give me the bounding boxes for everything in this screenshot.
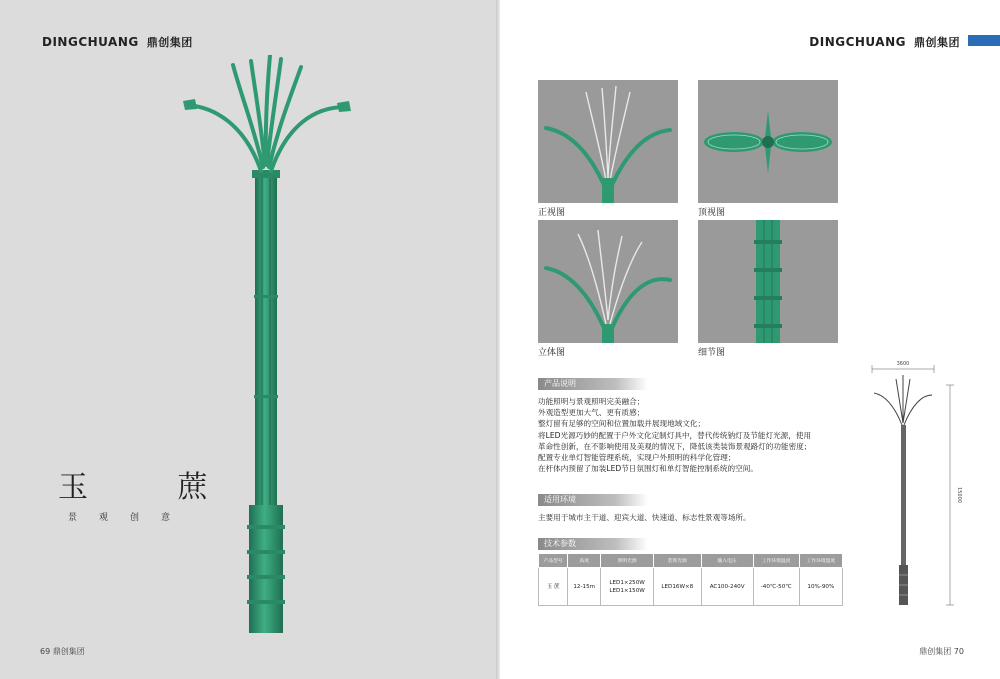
specs-header-cell: 照明光源 — [601, 554, 654, 568]
environment-section-header: 适用环境 — [538, 494, 648, 506]
spec-light-source-2: LED1×150W — [609, 587, 645, 594]
specs-header-cell: 装饰光源 — [653, 554, 701, 568]
description-line: 配置专业单灯智能管理系统，实现户外照明的科学化管理； — [538, 453, 736, 463]
specs-header-cell: 输入电压 — [701, 554, 753, 568]
spec-light-source-1: LED1×250W — [609, 579, 645, 586]
brand-name: DINGCHUANG — [42, 35, 139, 49]
specs-header-cell: 高度 — [568, 554, 601, 568]
description-line: 在杆体内预留了加装LED节日氛围灯和单灯智能控制系统的空间。 — [538, 464, 758, 474]
brand-name: DINGCHUANG — [809, 35, 906, 49]
environment-text: 主要用于城市主干道、迎宾大道、快速道、标志性景观等场所。 — [538, 513, 751, 522]
description-text — [538, 396, 838, 474]
specs-header-cell: 产品型号 — [539, 554, 568, 568]
brand-left — [42, 34, 193, 50]
spec-humidity: 10%-90% — [799, 568, 842, 606]
front-view-image — [538, 80, 678, 203]
description-line: 整灯留有足够的空间和位置加载并展现地域文化； — [538, 419, 706, 429]
spec-decor-source: LED16W×8 — [653, 568, 701, 606]
lamp-pole-illustration — [175, 55, 355, 635]
spec-model: 玉 蔗 — [539, 568, 568, 606]
brand-right — [809, 34, 960, 50]
specs-header-cell: 工作环境温度 — [753, 554, 799, 568]
perspective-view-label: 立体图 — [538, 348, 566, 358]
spec-temperature: -40℃-50℃ — [753, 568, 799, 606]
top-view-image — [698, 80, 838, 203]
description-line: 将LED光源巧妙的配置于户外文化定制灯具中，替代传统钠灯及节能灯光源，使用 — [538, 430, 812, 440]
description-line: 外观造型更加大气、更有质感； — [538, 408, 645, 418]
spec-light-source — [601, 568, 654, 606]
description-line: 功能照明与景观照明完美融合； — [538, 397, 645, 406]
spec-voltage: AC100-240V — [701, 568, 753, 606]
brand-accent-bar — [968, 35, 1000, 46]
spec-height: 12-15m — [568, 568, 601, 606]
brand-group: 鼎创集团 — [914, 36, 960, 49]
perspective-view-image — [538, 220, 678, 343]
dimension-height: 15000 — [956, 487, 962, 503]
product-title: 玉 蔗 — [58, 470, 248, 505]
specs-header-cell: 工作环境湿度 — [799, 554, 842, 568]
detail-view-image — [698, 220, 838, 343]
specs-section-header: 技术参数 — [538, 538, 648, 550]
footer-left: 69 鼎创集团 — [40, 647, 85, 656]
top-view-label: 顶视图 — [698, 208, 726, 218]
front-view-label: 正视图 — [538, 208, 566, 218]
product-subtitle: 景观创意 — [68, 513, 193, 523]
brand-group: 鼎创集团 — [146, 36, 193, 49]
footer-right: 鼎创集团 70 — [919, 647, 964, 656]
dimension-drawing — [858, 355, 968, 610]
description-line: 革命性创新，在不影响使用及美观的情况下，降低该类装饰景观路灯的功能密度； — [538, 441, 812, 451]
specs-header-row — [539, 554, 843, 568]
dimension-width: 3600 — [896, 361, 910, 367]
detail-view-label: 细节图 — [698, 348, 726, 358]
specs-table — [538, 553, 843, 606]
description-section-header: 产品说明 — [538, 378, 648, 390]
table-row — [539, 568, 843, 606]
